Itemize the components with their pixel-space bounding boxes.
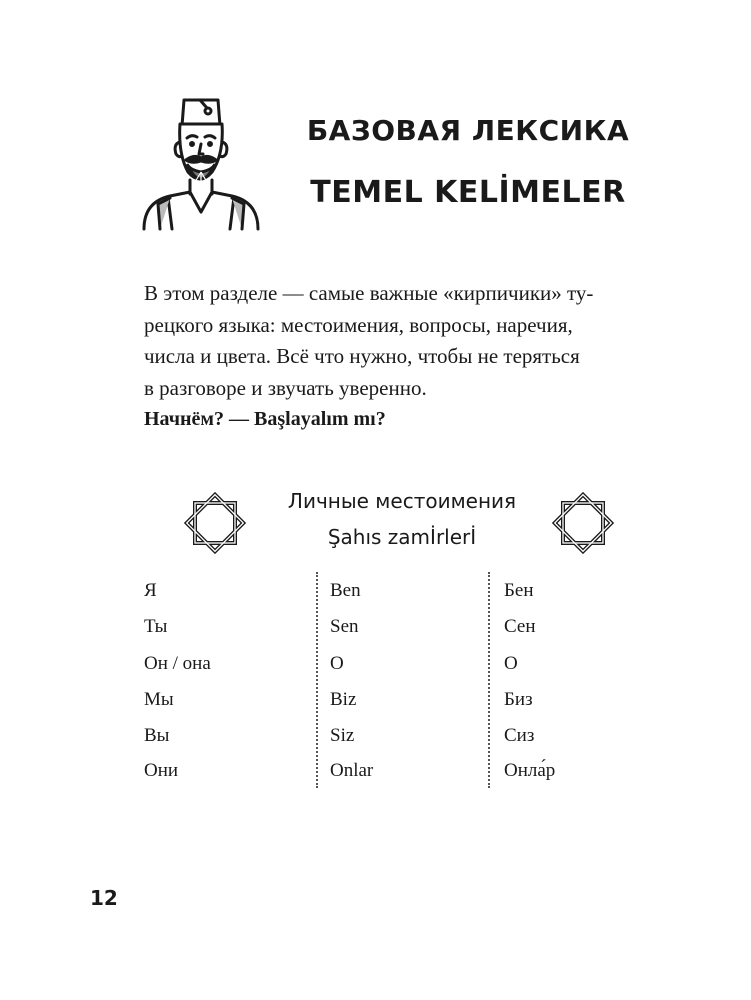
pronoun-pronunciation: Сиз [504,725,535,746]
section-title-ru: Личные местоимения [287,489,517,513]
octagram-ornament-icon [548,488,618,558]
pronoun-tr: Siz [330,725,355,746]
pronoun-pronunciation: Бен [504,580,534,601]
section-title-tr: Şahıs zamİrlerİ [327,525,477,549]
pronoun-tr: O [330,653,344,674]
intro-line: В этом разделе — самые важные «кирпичики» ту- [144,281,594,305]
column-divider [316,572,318,788]
page-title-ru: БАЗОВАЯ ЛЕКСИКА [306,114,630,147]
page-number: 12 [90,886,118,910]
pronoun-pronunciation: Сен [504,616,536,637]
pronoun-pronunciation: Онла́р [504,760,556,781]
intro-paragraph [144,278,634,404]
pronoun-ru: Вы [144,725,170,746]
column-divider [488,572,490,788]
pronoun-tr: Onlar [330,760,374,781]
lead-question: Начнём? — Başlayalım mı? [144,408,386,430]
pronoun-tr: Biz [330,689,357,710]
pronoun-ru: Они [144,760,179,781]
pronoun-ru: Он / она [144,653,211,674]
intro-line: в разговоре и звучать уверенно. [144,375,427,400]
pronoun-ru: Я [144,580,157,601]
pronoun-ru: Ты [144,616,168,637]
intro-line: числа и цвета. Всё что нужно, чтобы не теряться [144,344,580,368]
pronoun-pronunciation: О [504,653,518,674]
pronoun-pronunciation: Биз [504,689,533,710]
pronoun-ru: Мы [144,689,174,710]
man-with-fez-icon [140,94,265,234]
intro-line: рецкого языка: местоимения, вопросы, наречия, [144,312,573,337]
page-title-tr: TEMEL KELİMELER [310,175,626,210]
pronoun-tr: Ben [330,580,361,601]
octagram-ornament-icon [180,488,250,558]
pronoun-tr: Sen [330,616,359,637]
